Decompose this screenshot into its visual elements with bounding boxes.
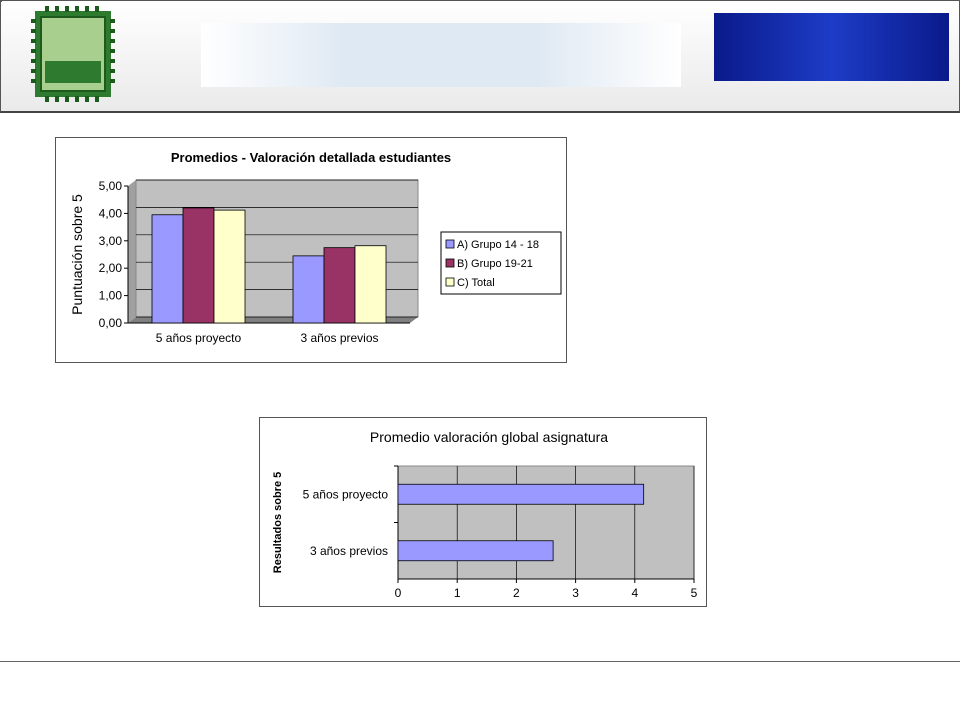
bar [398,541,553,561]
chart-detailed-ratings-svg [55,137,567,363]
bar [355,246,386,323]
y-axis-label: Puntuación sobre 5 [69,194,85,315]
eduqtech-logo [714,13,949,81]
y-tick-label: 3 años previos [309,543,388,558]
legend-label: B) Grupo 19-21 [457,258,533,270]
x-tick-label: 1 [453,586,461,600]
x-tick-label: 2 [513,586,520,600]
y-tick-label: 1,00 [98,288,122,303]
footer-divider [0,661,960,662]
legend-swatch [446,240,454,248]
legend-label: C) Total [457,277,495,289]
legend-swatch [446,278,454,286]
chart-global-rating-svg [259,417,707,607]
x-tick-label: 3 [572,586,579,600]
chart-title: Promedios - Valoración detallada estudiantes [170,150,452,165]
chart-title: Promedio valoración global asignatura [369,429,609,445]
bar [293,256,324,323]
bar [324,248,355,323]
y-axis-label: Resultados sobre 5 [272,471,284,574]
x-tick-label: 3 años previos [300,331,379,345]
x-tick-label: 4 [631,586,639,600]
jcee-logo [29,5,117,103]
y-tick-label: 5,00 [98,179,122,193]
y-tick-label: 5 años proyecto [302,487,388,502]
legend-swatch [446,259,454,267]
y-tick-label: 3,00 [98,233,122,248]
bar [398,484,644,504]
x-tick-label: 5 [690,586,698,600]
header-title [231,23,691,27]
header-band [201,23,681,87]
y-tick-label: 4,00 [98,206,122,221]
y-tick-label: 2,00 [98,261,122,276]
y-tick-label: 0,00 [98,316,122,330]
legend-label: A) Grupo 14 - 18 [457,239,539,251]
bar [214,210,245,323]
bar [183,208,214,323]
bar [152,215,183,323]
plot-side-wall [128,180,136,323]
slide-header [0,0,960,113]
plot-area [398,466,694,579]
x-tick-label: 0 [394,586,402,600]
x-tick-label: 5 años proyecto [155,331,242,345]
